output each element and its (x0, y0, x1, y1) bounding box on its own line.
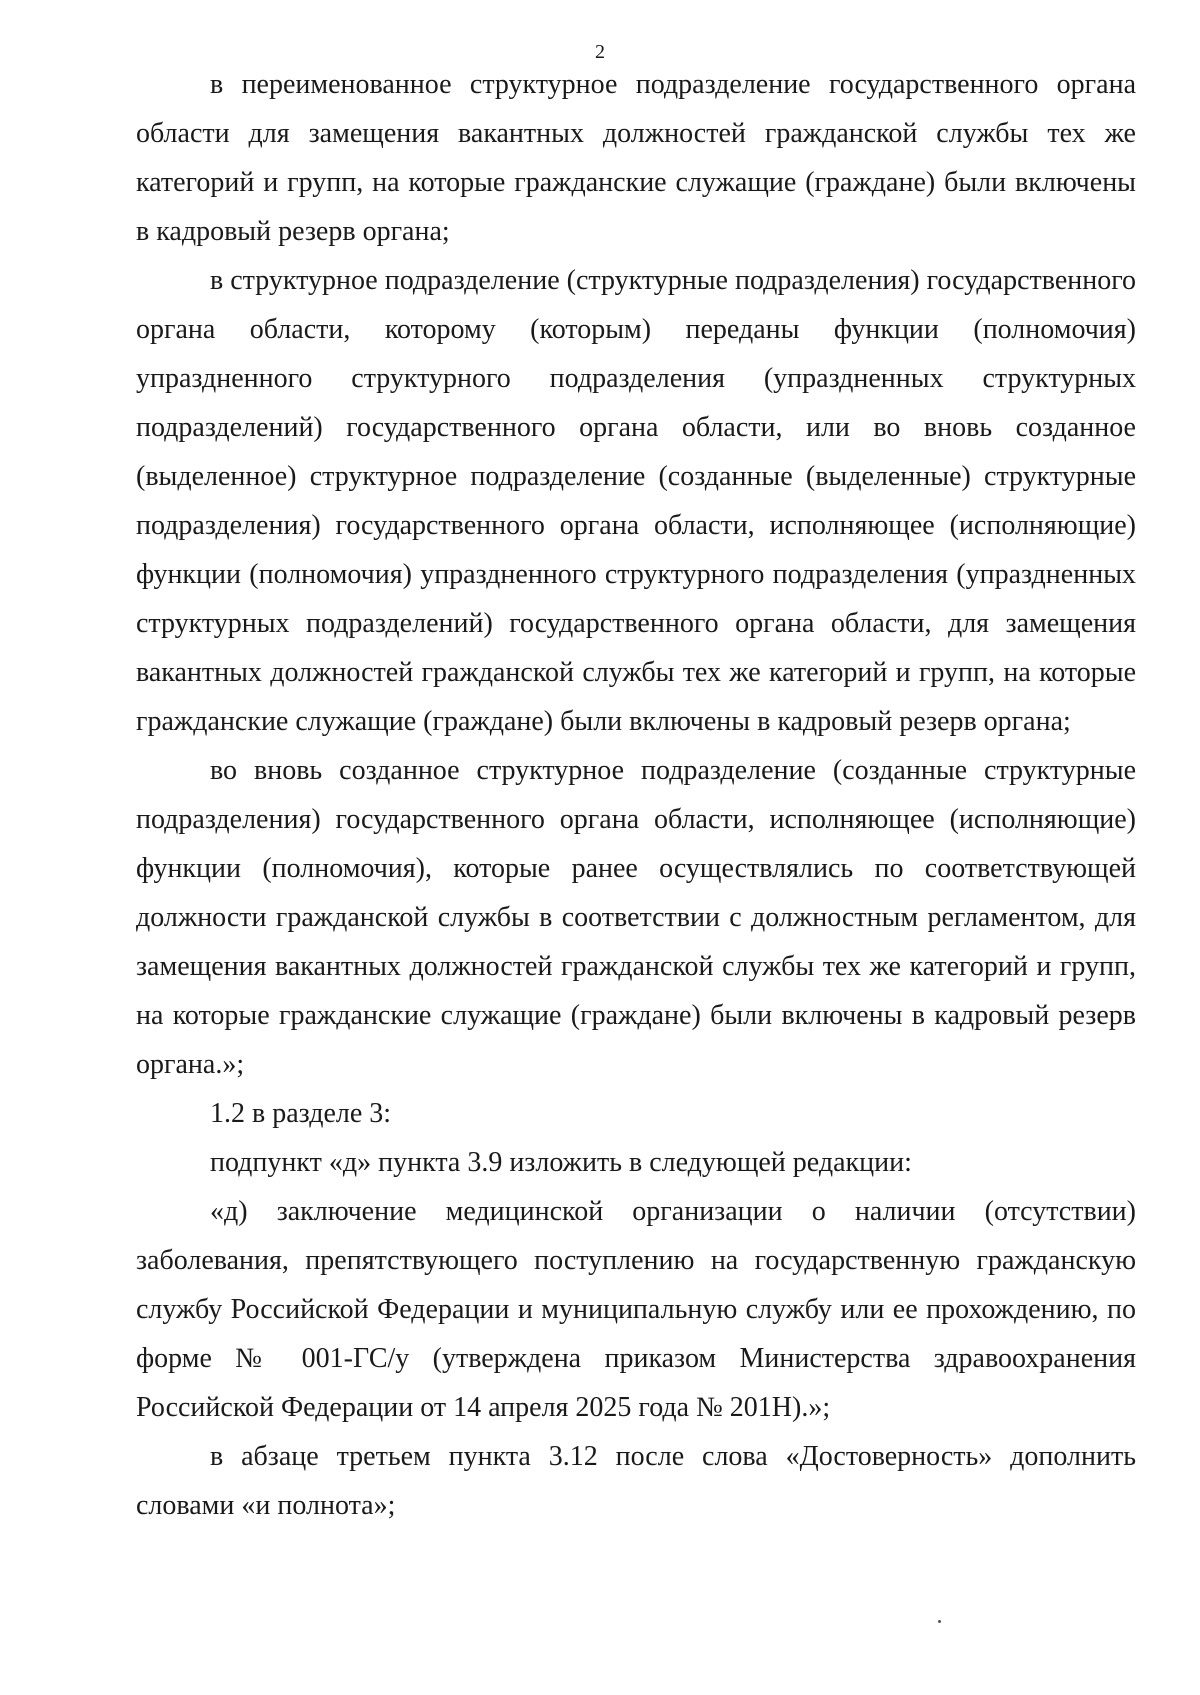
page-number: 2 (595, 41, 605, 63)
paragraph-medical-conclusion: «д) заключение медицинской организации о наличии (отсутствии) заболевания, препятствующего поступлению на государственную гражданскую службу Российской Федерации и муниципальную службу или ее прохождению, по форме № 001-ГС/у (утверждена приказом Министерства здравоохранения Российской Федерации от 14 апреля 2025 года № 201Н).»; (136, 1196, 1136, 1423)
paragraph-new-subdivision: во вновь созданное структурное подразделение (созданные структурные подразделения) государственного органа области, исполняющее (исполняющие) функции (полномочия), которые ранее осуществлялись по соответствующей должности гражданской службы в соответствии с должностным регламентом, для замещения вакантных должностей гражданской службы тех же категорий и групп, на которые гражданские служащие (граждане) были включены в кадровый резерв органа.»; (136, 755, 1136, 1080)
paragraph-subitem-d: подпункт «д» пункта 3.9 изложить в следующей редакции: (210, 1147, 912, 1178)
paragraph-item-3-12: в абзаце третьем пункта 3.12 после слова «Достоверность» дополнить словами «и полнота»; (136, 1441, 1136, 1521)
paragraph-abolished-subdivision: в структурное подразделение (структурные подразделения) государственного органа области, которому (которым) переданы функции (полномочия) упраздненного структурного подразделения (упраздненных структурных подразделений) государственного органа области, или во вновь созданное (выделенное) структурное подразделение (созданные (выделенные) структурные подразделения) государственного органа области, исполняющее (исполняющие) функции (полномочия) упраздненного структурного подразделения (упраздненных структурных подразделений) государственного органа области, для замещения вакантных должностей гражданской службы тех же категорий и групп, на которые гражданские служащие (граждане) были включены в кадровый резерв органа; (136, 265, 1136, 737)
document-body (136, 60, 1136, 1530)
paragraph-renamed-subdivision: в переименованное структурное подразделение государственного органа области для замещения вакантных должностей гражданской службы тех же категорий и групп, на которые гражданские служащие (граждане) были включены в кадровый резерв органа; (136, 69, 1136, 247)
scan-speck (938, 1620, 941, 1623)
paragraph-section-3-heading: 1.2 в разделе 3: (210, 1098, 392, 1129)
